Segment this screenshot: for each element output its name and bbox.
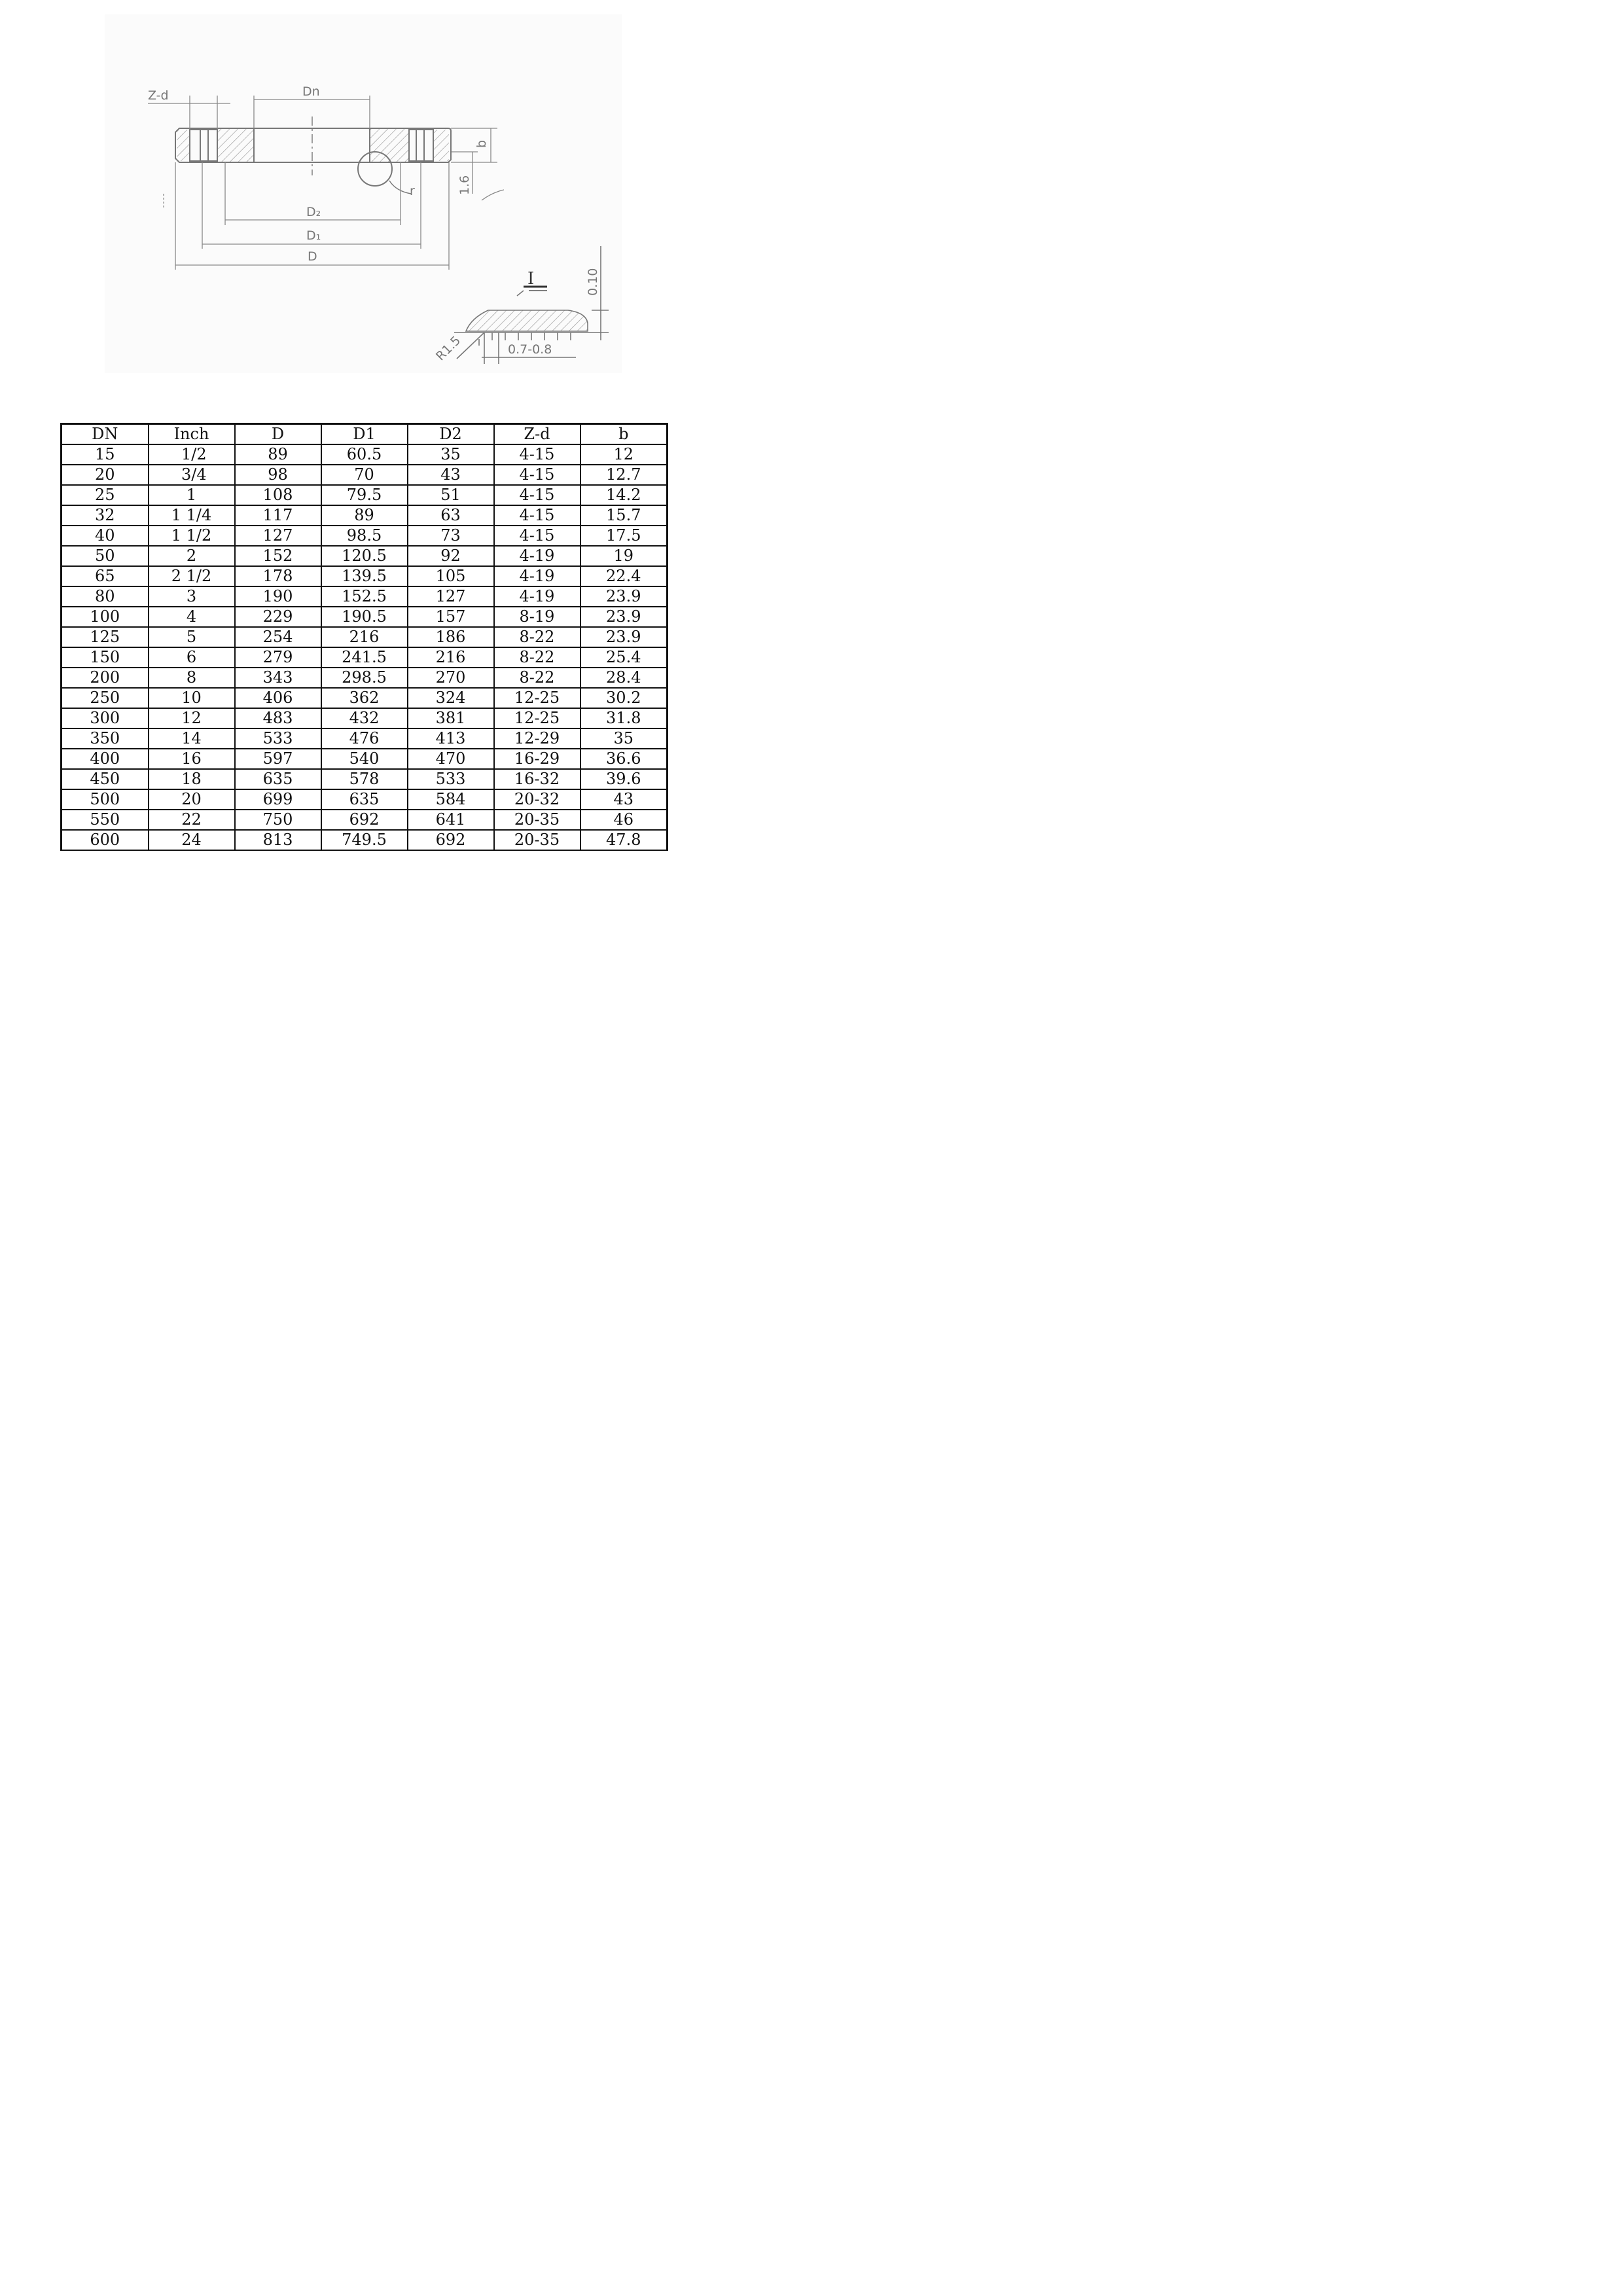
table-cell: 22.4: [580, 566, 668, 586]
table-cell: 635: [235, 769, 321, 789]
table-cell: 35: [580, 728, 668, 749]
table-cell: 120.5: [321, 546, 408, 566]
column-header: b: [580, 424, 668, 445]
table-cell: 65: [62, 566, 149, 586]
table-cell: 279: [235, 647, 321, 668]
label-b: b: [474, 139, 489, 148]
table-cell: 241.5: [321, 647, 408, 668]
table-row: [62, 708, 668, 728]
table-cell: 98: [235, 465, 321, 485]
label-pitch: 0.7-0.8: [508, 342, 552, 357]
table-cell: 70: [321, 465, 408, 485]
table-cell: 12: [580, 444, 668, 465]
table-cell: 25: [62, 485, 149, 505]
table-cell: 25.4: [580, 647, 668, 668]
table-cell: 186: [408, 627, 494, 647]
table-cell: 3/4: [149, 465, 235, 485]
table-cell: 343: [235, 668, 321, 688]
table-cell: 100: [62, 607, 149, 627]
table-row: [62, 627, 668, 647]
table-cell: 12-25: [494, 708, 580, 728]
table-row: [62, 586, 668, 607]
table-cell: 692: [321, 810, 408, 830]
table-cell: 152.5: [321, 586, 408, 607]
table-cell: 692: [408, 830, 494, 850]
table-cell: 89: [321, 505, 408, 526]
table-cell: 79.5: [321, 485, 408, 505]
table-cell: 324: [408, 688, 494, 708]
table-cell: 51: [408, 485, 494, 505]
label-detail: I: [527, 269, 535, 289]
table-cell: 39.6: [580, 769, 668, 789]
table-cell: 127: [235, 526, 321, 546]
table-cell: 1 1/4: [149, 505, 235, 526]
table-cell: 8-22: [494, 627, 580, 647]
table-cell: 63: [408, 505, 494, 526]
table-cell: 24: [149, 830, 235, 850]
table-cell: 127: [408, 586, 494, 607]
table-cell: 597: [235, 749, 321, 769]
table-cell: 22: [149, 810, 235, 830]
table-cell: 28.4: [580, 668, 668, 688]
table-cell: 1 1/2: [149, 526, 235, 546]
table-row: [62, 566, 668, 586]
table-cell: 749.5: [321, 830, 408, 850]
column-header: D2: [408, 424, 494, 445]
table-cell: 15.7: [580, 505, 668, 526]
table-cell: 750: [235, 810, 321, 830]
table-cell: 400: [62, 749, 149, 769]
table-cell: 20-32: [494, 789, 580, 810]
table-row: [62, 668, 668, 688]
table-cell: 406: [235, 688, 321, 708]
table-cell: 229: [235, 607, 321, 627]
table-cell: 578: [321, 769, 408, 789]
table-cell: 1: [149, 485, 235, 505]
label-z-d: Z-d: [148, 88, 169, 103]
table-cell: 4: [149, 607, 235, 627]
table-cell: 80: [62, 586, 149, 607]
table-cell: 533: [235, 728, 321, 749]
table-cell: 254: [235, 627, 321, 647]
table-cell: 350: [62, 728, 149, 749]
table-cell: 813: [235, 830, 321, 850]
table-cell: 12: [149, 708, 235, 728]
table-row: [62, 769, 668, 789]
table-cell: 5: [149, 627, 235, 647]
column-header: D1: [321, 424, 408, 445]
table-row: [62, 728, 668, 749]
table-cell: 8-22: [494, 647, 580, 668]
table-cell: 300: [62, 708, 149, 728]
table-cell: 483: [235, 708, 321, 728]
table-cell: 298.5: [321, 668, 408, 688]
table-cell: 362: [321, 688, 408, 708]
table-cell: 635: [321, 789, 408, 810]
table-cell: 1/2: [149, 444, 235, 465]
label-depth: 0.10: [586, 268, 600, 296]
table-cell: 20-35: [494, 810, 580, 830]
label-dn: Dn: [302, 84, 320, 99]
table-cell: 4-15: [494, 444, 580, 465]
table-cell: 16: [149, 749, 235, 769]
table-row: [62, 688, 668, 708]
table-cell: 540: [321, 749, 408, 769]
table-cell: 150: [62, 647, 149, 668]
label-r: r: [410, 184, 415, 198]
table-cell: 36.6: [580, 749, 668, 769]
table-cell: 4-19: [494, 546, 580, 566]
label-radius: R1.5: [433, 333, 464, 364]
table-cell: 40: [62, 526, 149, 546]
table-cell: 20: [62, 465, 149, 485]
table-cell: 139.5: [321, 566, 408, 586]
table-row: [62, 526, 668, 546]
table-row: [62, 465, 668, 485]
table-cell: 476: [321, 728, 408, 749]
table-cell: 16-29: [494, 749, 580, 769]
table-cell: 18: [149, 769, 235, 789]
column-header: DN: [62, 424, 149, 445]
table-cell: 216: [321, 627, 408, 647]
table-cell: 584: [408, 789, 494, 810]
table-cell: 3: [149, 586, 235, 607]
table-cell: 699: [235, 789, 321, 810]
table-cell: 12-25: [494, 688, 580, 708]
table-header-row: [62, 424, 668, 445]
table-cell: 2: [149, 546, 235, 566]
table-cell: 47.8: [580, 830, 668, 850]
table-cell: 4-19: [494, 566, 580, 586]
table-cell: 200: [62, 668, 149, 688]
table-row: [62, 485, 668, 505]
label-d1: D₁: [306, 228, 321, 243]
table-cell: 600: [62, 830, 149, 850]
table-cell: 14: [149, 728, 235, 749]
table-cell: 14.2: [580, 485, 668, 505]
label-d: D: [308, 249, 317, 264]
table-cell: 89: [235, 444, 321, 465]
table-cell: 4-15: [494, 505, 580, 526]
table-cell: 4-19: [494, 586, 580, 607]
table-row: [62, 810, 668, 830]
table-cell: 46: [580, 810, 668, 830]
table-cell: 381: [408, 708, 494, 728]
table-cell: 125: [62, 627, 149, 647]
table-row: [62, 647, 668, 668]
table-cell: 73: [408, 526, 494, 546]
label-thickness: 1.6: [457, 175, 472, 195]
table-cell: 117: [235, 505, 321, 526]
table-cell: 190.5: [321, 607, 408, 627]
flange-dimension-table: [60, 423, 668, 851]
column-header: Inch: [149, 424, 235, 445]
table-cell: 190: [235, 586, 321, 607]
flange-technical-drawing: [105, 14, 622, 373]
table-cell: 641: [408, 810, 494, 830]
table-cell: 23.9: [580, 607, 668, 627]
table-cell: 4-15: [494, 465, 580, 485]
column-header: D: [235, 424, 321, 445]
table-cell: 500: [62, 789, 149, 810]
table-cell: 98.5: [321, 526, 408, 546]
table-cell: 157: [408, 607, 494, 627]
table-cell: 470: [408, 749, 494, 769]
table-cell: 8: [149, 668, 235, 688]
table-cell: 432: [321, 708, 408, 728]
table-cell: 4-15: [494, 485, 580, 505]
table-cell: 270: [408, 668, 494, 688]
table-row: [62, 444, 668, 465]
table-row: [62, 505, 668, 526]
table-cell: 533: [408, 769, 494, 789]
table-cell: 20: [149, 789, 235, 810]
table-cell: 31.8: [580, 708, 668, 728]
table-row: [62, 830, 668, 850]
table-cell: 43: [408, 465, 494, 485]
table-cell: 178: [235, 566, 321, 586]
table-cell: 92: [408, 546, 494, 566]
table-body: [62, 444, 668, 850]
table-cell: 413: [408, 728, 494, 749]
table-cell: 20-35: [494, 830, 580, 850]
column-header: Z-d: [494, 424, 580, 445]
table-cell: 105: [408, 566, 494, 586]
table-cell: 16-32: [494, 769, 580, 789]
table-cell: 23.9: [580, 627, 668, 647]
table-cell: 4-15: [494, 526, 580, 546]
table-cell: 216: [408, 647, 494, 668]
table-cell: 32: [62, 505, 149, 526]
table-cell: 152: [235, 546, 321, 566]
label-d2: D₂: [306, 205, 321, 219]
table-cell: 50: [62, 546, 149, 566]
table-cell: 250: [62, 688, 149, 708]
table-cell: 12-29: [494, 728, 580, 749]
table-cell: 2 1/2: [149, 566, 235, 586]
table-cell: 6: [149, 647, 235, 668]
table-cell: 450: [62, 769, 149, 789]
table-cell: 30.2: [580, 688, 668, 708]
table-cell: 23.9: [580, 586, 668, 607]
table-cell: 8-22: [494, 668, 580, 688]
table-cell: 35: [408, 444, 494, 465]
table-row: [62, 789, 668, 810]
table-cell: 108: [235, 485, 321, 505]
table-cell: 550: [62, 810, 149, 830]
table-cell: 15: [62, 444, 149, 465]
table-cell: 17.5: [580, 526, 668, 546]
table-row: [62, 546, 668, 566]
table-row: [62, 607, 668, 627]
table-row: [62, 749, 668, 769]
table-cell: 60.5: [321, 444, 408, 465]
table-cell: 8-19: [494, 607, 580, 627]
table-cell: 10: [149, 688, 235, 708]
table-cell: 43: [580, 789, 668, 810]
table-cell: 19: [580, 546, 668, 566]
table-cell: 12.7: [580, 465, 668, 485]
